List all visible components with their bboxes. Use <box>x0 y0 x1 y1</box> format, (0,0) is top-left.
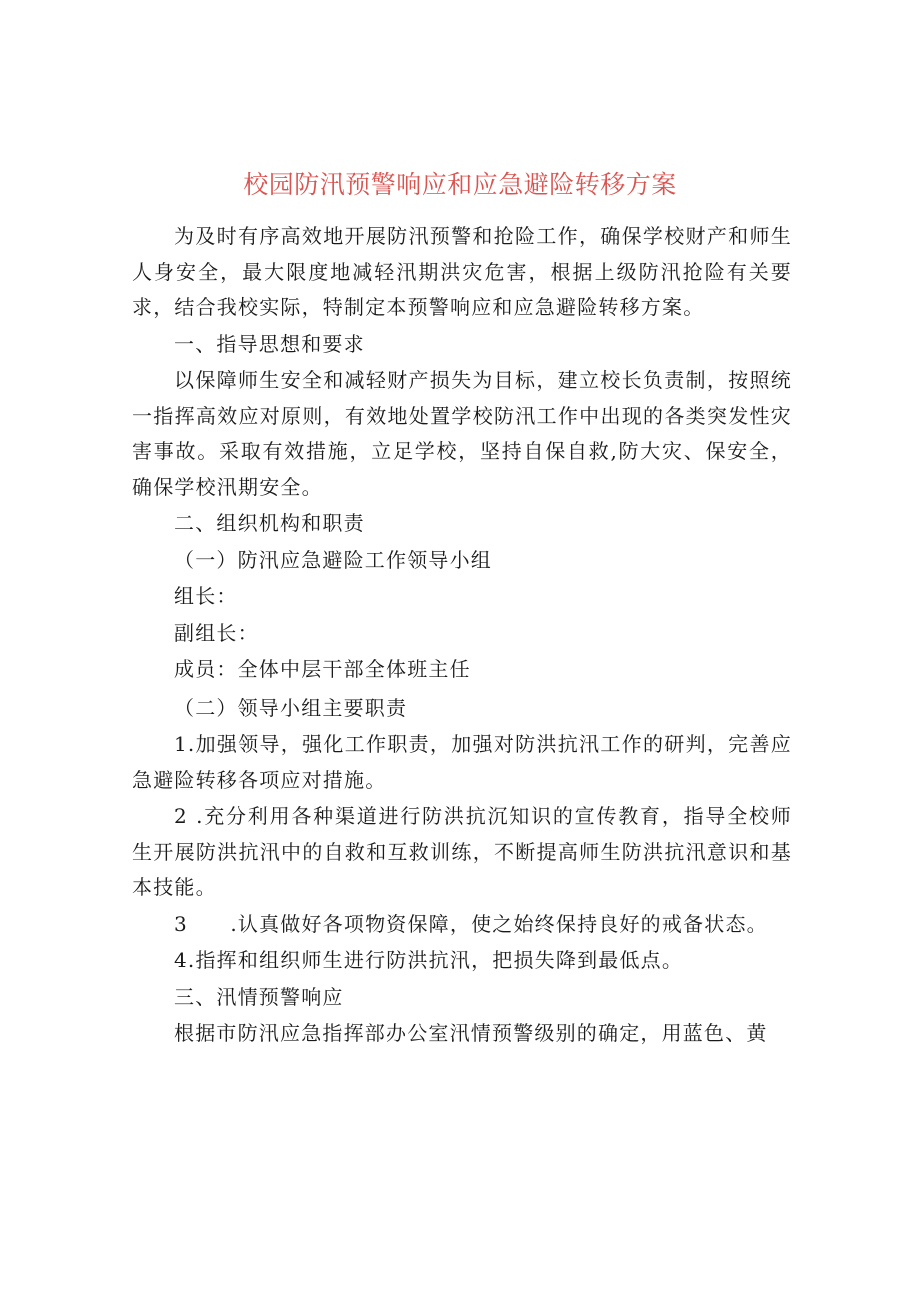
subsection-heading-responsibilities: （二）领导小组主要职责 <box>174 695 408 720</box>
deputy-leader-line: 副组长： <box>174 620 259 645</box>
section-heading-organization: 二、组织机构和职责 <box>174 511 365 535</box>
subsection-heading-leadership-group: （一）防汛应急避险工作领导小组 <box>174 547 492 572</box>
section-heading-guiding-principles: 一、指导思想和要求 <box>174 331 365 356</box>
section-heading-flood-warning: 三、汛情预警响应 <box>174 984 344 1009</box>
document-body <box>132 219 792 1052</box>
members-line: 成员：全体中层干部全体班主任 <box>174 657 471 681</box>
responsibility-item-3: 3 .认真做好各项物资保障，使之始终保持良好的戒备状态。 <box>174 911 768 936</box>
guiding-principles-paragraph: 以保障师生安全和减轻财产损失为目标，建立校长负责制，按照统一指挥高效应对原则，有效地处置学校防汛工作中出现的各类突发性灾害事故。采取有效措施，立足学校，坚持自保自救,防大灾、保安全，确保学校汛期安全。 <box>132 368 792 499</box>
group-leader-line: 组长： <box>174 584 238 608</box>
flood-warning-paragraph: 根据市防汛应急指挥部办公室汛情预警级别的确定，用蓝色、黄 <box>174 1021 768 1045</box>
responsibility-item-1: 1.加强领导，强化工作职责，加强对防洪抗汛工作的研判，完善应急避险转移各项应对措施。 <box>132 732 792 792</box>
responsibility-item-2: 2 .充分利用各种渠道进行防洪抗沉知识的宣传教育，指导全校师生开展防洪抗汛中的自救和互救训练，不断提高师生防洪抗汛意识和基本技能。 <box>132 804 792 899</box>
intro-paragraph: 为及时有序高效地开展防汛预警和抢险工作，确保学校财产和师生人身安全，最大限度地减轻汛期洪灾危害，根据上级防汛抢险有关要求，结合我校实际，特制定本预警响应和应急避险转移方案。 <box>132 224 792 319</box>
document-title: 校园防汛预警响应和应急避险转移方案 <box>243 170 677 199</box>
responsibility-item-4: 4.指挥和组织师生进行防洪抗汛，把损失降到最低点。 <box>174 948 684 972</box>
